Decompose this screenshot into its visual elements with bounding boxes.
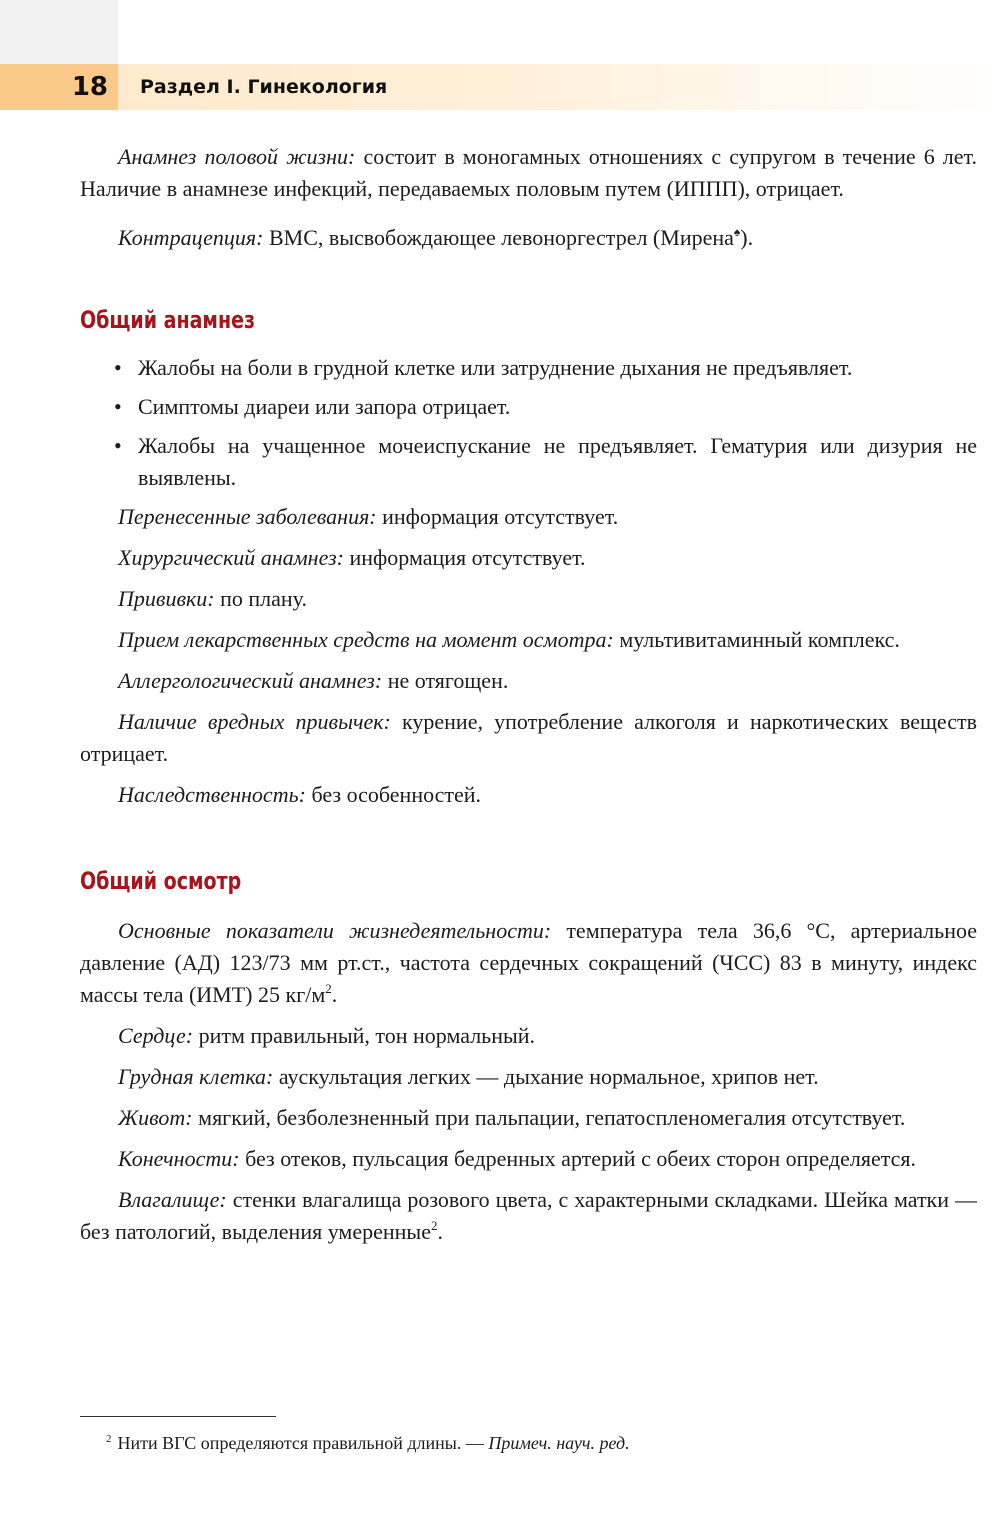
- list-item: • Жалобы на боли в грудной клетке или затруднение дыхания не предъявляет.: [80, 352, 977, 384]
- text-heart: ритм правильный, тон нормальный.: [193, 1023, 536, 1048]
- text-heredity: без особенностей.: [305, 782, 482, 807]
- paragraph-habits: [80, 706, 977, 770]
- label-abdomen: Живот:: [118, 1105, 193, 1130]
- paragraph-heredity: [80, 779, 977, 811]
- footnote-editor-note: Примеч. науч. ред.: [488, 1433, 630, 1453]
- label-sexual-history: Анамнез половой жизни:: [118, 144, 356, 169]
- footnote: [106, 1426, 630, 1456]
- label-medications: Прием лекарственных средств на момент осмотра:: [118, 627, 614, 652]
- spade-mark: ♠: [733, 225, 741, 239]
- text-vitals: температура тела 36,6 °С, артериальное давление (АД) 123/73 мм рт.ст., частота сердечных сокращений (ЧСС) 83 в минуту, индекс массы тела (ИМТ) 25 кг/м: [80, 918, 977, 1007]
- paragraph-chest: [80, 1061, 977, 1093]
- footnote-number: 2: [106, 1433, 112, 1445]
- text-vagina-tail: .: [437, 1219, 443, 1244]
- paragraph-contraception: [80, 216, 977, 254]
- label-allergies: Аллергологический анамнез:: [118, 668, 383, 693]
- paragraph-allergies: [80, 665, 977, 697]
- text-extremities: без отеков, пульсация бедренных артерий с обеих сторон определяется.: [239, 1146, 916, 1171]
- text-vaccinations: по плану.: [214, 586, 307, 611]
- footnote-text: Нити ВГС определяются правильной длины. —: [117, 1433, 489, 1453]
- paragraph-heart: [80, 1020, 977, 1052]
- top-margin-strip: [0, 0, 118, 64]
- complaints-list: [80, 352, 977, 494]
- paragraph-extremities: [80, 1143, 977, 1175]
- text-contraception-tail: ).: [740, 225, 754, 250]
- label-vitals: Основные показатели жизнедеятельности:: [118, 918, 552, 943]
- paragraph-surgical-history: [80, 542, 977, 574]
- paragraph-abdomen: [80, 1102, 977, 1134]
- heading-general-exam: Общий осмотр: [80, 867, 242, 895]
- label-vaccinations: Прививки:: [118, 586, 215, 611]
- text-medications: мультивитаминный комплекс.: [613, 627, 900, 652]
- label-habits: Наличие вредных привычек:: [118, 709, 391, 734]
- paragraph-vitals: [80, 915, 977, 1011]
- text-past-diseases: информация отсутствует.: [376, 504, 619, 529]
- label-heredity: Наследственность:: [118, 782, 306, 807]
- text-habits: курение, употребление алкоголя и наркотических веществ отрицает.: [80, 709, 977, 766]
- paragraph-sexual-history: [80, 141, 977, 205]
- heading-general-history: Общий анамнез: [80, 306, 256, 334]
- running-header: [0, 64, 1000, 110]
- list-item: • Жалобы на учащенное мочеиспускание не предъявляет. Гематурия или дизурия не выявлены.: [80, 430, 977, 494]
- label-heart: Сердце:: [118, 1023, 194, 1048]
- label-extremities: Конечности:: [118, 1146, 240, 1171]
- running-section-title: Раздел I. Гинекология: [140, 76, 388, 98]
- text-sexual-history: состоит в моногамных отношениях с супругом в течение 6 лет. Наличие в анамнезе инфекций, передаваемых половым путем (ИППП), отрицает.: [80, 144, 977, 201]
- text-vagina: стенки влагалища розового цвета, с характерными складками. Шейка матки — без патологий, выделения умеренные: [80, 1187, 977, 1244]
- paragraph-vaccinations: [80, 583, 977, 615]
- paragraph-past-diseases: [80, 501, 977, 533]
- text-contraception: ВМС, высвобождающее левоноргестрел (Мирена: [263, 225, 734, 250]
- text-vitals-tail: .: [331, 982, 338, 1007]
- superscript-squared: 2: [325, 981, 332, 996]
- text-abdomen: мягкий, безболезненный при пальпации, гепатоспленомегалия отсутствует.: [192, 1105, 906, 1130]
- page-number: 18: [0, 64, 118, 110]
- list-item: • Симптомы диареи или запора отрицает.: [80, 391, 977, 423]
- label-chest: Грудная клетка:: [118, 1064, 274, 1089]
- label-vagina: Влагалище:: [118, 1187, 227, 1212]
- label-surgical-history: Хирургический анамнез:: [118, 545, 344, 570]
- footnote-divider: [80, 1416, 276, 1417]
- label-contraception: Контрацепция:: [118, 225, 264, 250]
- text-allergies: не отягощен.: [382, 668, 509, 693]
- text-surgical-history: информация отсутствует.: [343, 545, 586, 570]
- paragraph-medications: [80, 624, 977, 656]
- label-past-diseases: Перенесенные заболевания:: [118, 504, 377, 529]
- paragraph-vagina: [80, 1184, 977, 1248]
- text-chest: аускультация легких — дыхание нормальное, хрипов нет.: [273, 1064, 819, 1089]
- page-body: [80, 141, 977, 1257]
- footnote-reference: 2: [430, 1218, 438, 1233]
